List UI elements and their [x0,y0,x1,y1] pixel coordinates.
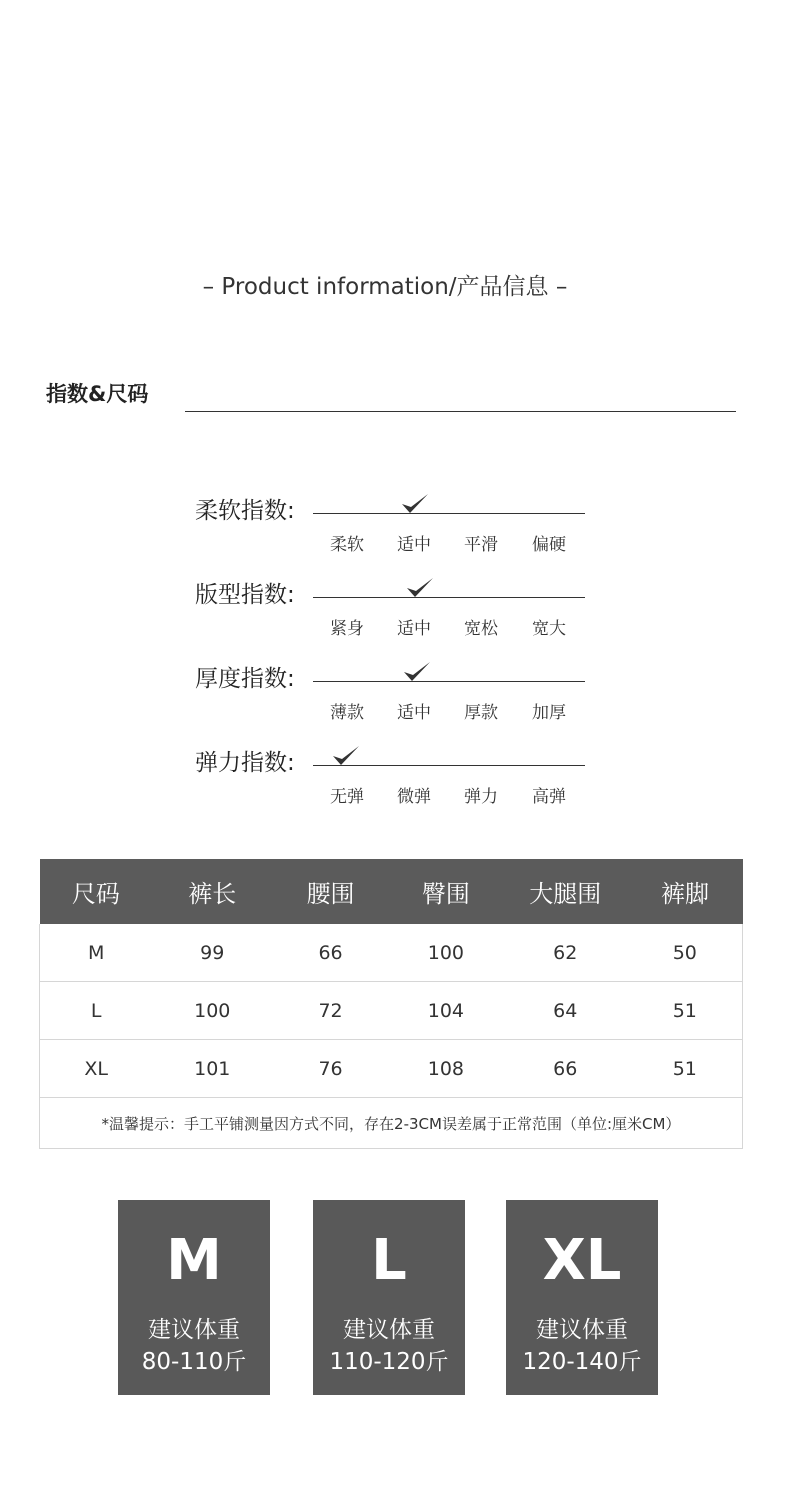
weight-card-label: 建议体重 [536,1317,628,1343]
table-cell: 72 [272,982,389,1040]
check-icon [405,576,435,600]
weight-card-range: 80-110斤 [141,1349,247,1375]
weight-card-size: XL [542,1228,622,1293]
index-option: 高弹 [532,787,566,807]
column-header: 臀围 [389,859,503,924]
weight-card-range: 110-120斤 [329,1349,449,1375]
table-cell: 51 [628,1040,743,1098]
section-heading: 指数&尺码 [46,382,149,406]
weight-card-m [118,1200,270,1395]
table-cell: 66 [503,1040,628,1098]
column-header: 裤脚 [628,859,743,924]
weight-card-size: M [166,1228,222,1293]
index-option: 适中 [397,703,431,723]
column-header: 尺码 [40,859,153,924]
table-cell: 100 [389,924,503,982]
table-note-row [40,1098,743,1149]
index-option: 平滑 [464,535,498,555]
index-label: 柔软指数: [195,498,295,524]
index-option: 宽松 [464,619,498,639]
index-option: 微弹 [397,787,431,807]
index-option: 偏硬 [532,535,566,555]
check-icon [331,744,361,768]
table-cell: 101 [152,1040,272,1098]
size-table [39,859,743,1149]
table-cell: 99 [152,924,272,982]
check-icon [400,492,430,516]
column-header: 裤长 [152,859,272,924]
table-row [40,1040,743,1098]
table-row [40,924,743,982]
table-cell: 64 [503,982,628,1040]
index-scale-line [313,513,585,514]
column-header: 腰围 [272,859,389,924]
measurement-note: *温馨提示：手工平铺测量因方式不同，存在2-3CM误差属于正常范围（单位:厘米CM） [40,1098,743,1149]
table-cell: 50 [628,924,743,982]
index-option: 无弹 [330,787,364,807]
table-cell: M [40,924,153,982]
weight-card-l [313,1200,465,1395]
weight-card-label: 建议体重 [148,1317,240,1343]
index-option: 加厚 [532,703,566,723]
table-cell: 104 [389,982,503,1040]
check-icon [402,660,432,684]
index-label: 版型指数: [195,582,295,608]
table-cell: 66 [272,924,389,982]
section-divider [185,411,736,412]
index-option: 厚款 [464,703,498,723]
table-cell: 76 [272,1040,389,1098]
index-option: 弹力 [464,787,498,807]
index-scale-line [313,681,585,682]
table-cell: 100 [152,982,272,1040]
table-cell: XL [40,1040,153,1098]
table-row [40,982,743,1040]
index-option: 宽大 [532,619,566,639]
page-title: – Product information/产品信息 – [202,274,568,300]
index-option: 柔软 [330,535,364,555]
index-scale-line [313,597,585,598]
table-cell: L [40,982,153,1040]
table-cell: 51 [628,982,743,1040]
table-header-row [40,859,743,924]
table-cell: 62 [503,924,628,982]
index-option: 适中 [397,619,431,639]
index-option: 紧身 [330,619,364,639]
weight-card-label: 建议体重 [343,1317,435,1343]
table-cell: 108 [389,1040,503,1098]
weight-card-size: L [371,1228,407,1293]
weight-card-xl [506,1200,658,1395]
index-option: 薄款 [330,703,364,723]
index-label: 弹力指数: [195,750,295,776]
column-header: 大腿围 [503,859,628,924]
index-option: 适中 [397,535,431,555]
index-label: 厚度指数: [195,666,295,692]
weight-card-range: 120-140斤 [522,1349,642,1375]
